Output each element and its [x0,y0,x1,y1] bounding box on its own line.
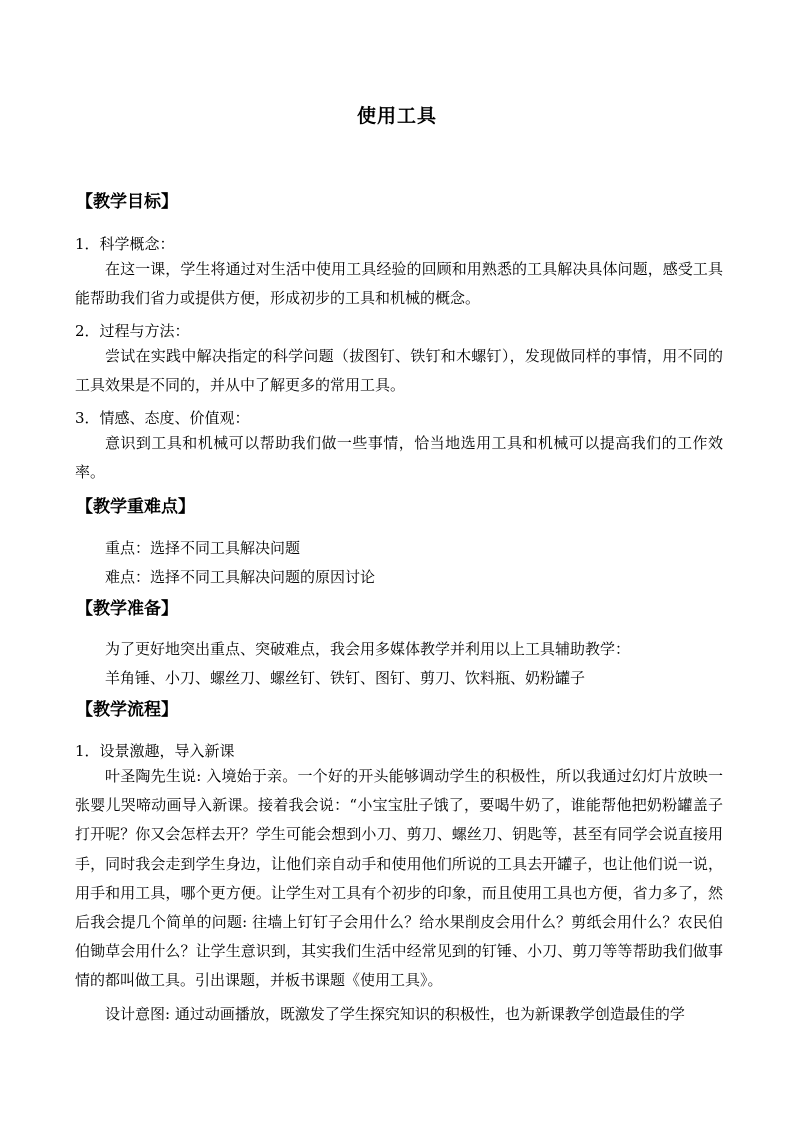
objective-2-label: 2．过程与方法： [75,322,190,340]
key-point-focus: 重点：选择不同工具解决问题 [105,539,301,557]
section-heading-process: 【教学流程】 [76,700,178,720]
process-step-1-label: 1．设景激趣，导入新课 [75,742,235,760]
section-heading-objectives: 【教学目标】 [76,192,178,212]
process-design-intent: 设计意图: 通过动画播放，既激发了学生探究知识的积极性，也为新课教学创造最佳的学 [105,1005,685,1023]
document-title: 使用工具 [356,105,437,127]
preparation-intro: 为了更好地突出重点、突破难点，我会用多媒体教学并利用以上工具辅助教学： [105,640,631,658]
objective-3-label: 3．情感、态度、价值观： [75,409,250,427]
objective-1-label: 1．科学概念： [75,235,175,253]
section-heading-preparation: 【教学准备】 [76,599,178,619]
key-point-difficulty: 难点：选择不同工具解决问题的原因讨论 [105,568,376,586]
objective-3-text: 意识到工具和机械可以帮助我们做一些事情，恰当地选用工具和机械可以提高我们的工作效率。 [75,434,723,482]
objective-1-text: 在这一课，学生将通过对生活中使用工具经验的回顾和用熟悉的工具解决具体问题，感受工具能帮助我们省力或提供方便，形成初步的工具和机械的概念。 [75,260,723,308]
preparation-tools: 羊角锤、小刀、螺丝刀、螺丝钉、铁钉、图钉、剪刀、饮料瓶、奶粉罐子 [105,669,586,687]
section-heading-key-points: 【教学重难点】 [76,497,195,517]
process-step-1-text: 叶圣陶先生说: 入境始于亲。一个好的开头能够调动学生的积极性，所以我通过幻灯片放映一张婴儿哭啼动画导入新课。接着我会说：“小宝宝肚子饿了，要喝牛奶了，谁能帮他把奶粉罐盖子打开呢？你又会怎样去开？学生可能会想到小刀、剪刀、螺丝刀、钥匙等，甚至有同学会说直接用手，同时我会走到学生身边，让他们亲自动手和使用他们所说的工具去开罐子，也让他们说一说，用手和用工具，哪个更方便。让学生对工具有个初步的印象，而且使用工具也方便，省力多了，然后我会提几个简单的问题: 往墙上钉钉子会用什么？给水果削皮会用什么？剪纸会用什么？农民伯伯锄草会用什么？让学生意识到，其实我们生活中经常见到的钉锤、小刀、剪刀等等帮助我们做事情的都叫做工具。引出课题，并板书课题《使用工具》。 [75,767,723,990]
objective-2-text: 尝试在实践中解决指定的科学问题（拔图钉、铁钉和木螺钉），发现做同样的事情，用不同的工具效果是不同的，并从中了解更多的常用工具。 [75,347,723,395]
